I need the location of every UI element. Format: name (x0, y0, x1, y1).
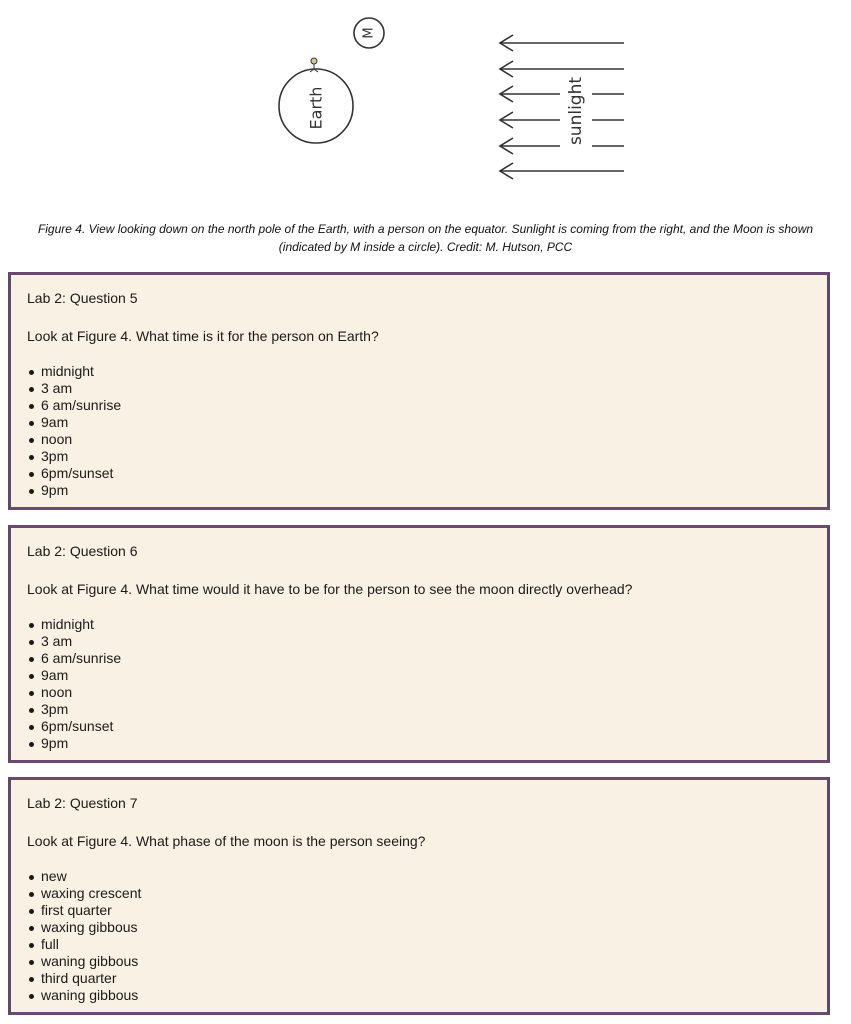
question-title: Lab 2: Question 6 (27, 543, 138, 559)
question-box-5 (8, 272, 830, 510)
answer-option[interactable]: noon (27, 684, 811, 701)
sunlight-label: sunlight (566, 76, 586, 146)
answer-option[interactable]: 6pm/sunset (27, 718, 811, 735)
question-text: Look at Figure 4. What time would it have to be for the person to see the moon directly overhead? (27, 581, 633, 597)
question-text: Look at Figure 4. What time is it for the person on Earth? (27, 328, 379, 344)
answer-option[interactable]: waxing gibbous (27, 919, 811, 936)
answer-option[interactable]: 9am (27, 414, 811, 431)
figure-caption (20, 220, 831, 256)
answer-option[interactable]: 6 am/sunrise (27, 650, 811, 667)
answer-option[interactable]: 3pm (27, 701, 811, 718)
answer-option[interactable]: 3pm (27, 448, 811, 465)
answer-option[interactable]: new (27, 868, 811, 885)
moon (354, 18, 384, 48)
caption-line-1: Figure 4. View looking down on the north pole of the Earth, with a person on the equator. Sunlight is coming from the right, and the Moon is shown (37, 222, 814, 236)
earth (279, 58, 353, 143)
earth-label: Earth (306, 86, 326, 130)
question-title: Lab 2: Question 5 (27, 290, 138, 306)
answer-option[interactable]: midnight (27, 616, 811, 633)
answer-option[interactable]: third quarter (27, 970, 811, 987)
answer-option[interactable]: waxing crescent (27, 885, 811, 902)
answer-option[interactable]: 9pm (27, 482, 811, 499)
answer-options (27, 363, 811, 499)
answer-option[interactable]: full (27, 936, 811, 953)
sunlight-arrows (500, 35, 624, 179)
caption-line-2: (indicated by M inside a circle). Credit: M. Hutson, PCC (278, 240, 573, 254)
answer-option[interactable]: midnight (27, 363, 811, 380)
answer-option[interactable]: 3 am (27, 380, 811, 397)
answer-option[interactable]: 6pm/sunset (27, 465, 811, 482)
question-box-7 (8, 777, 830, 1015)
answer-option[interactable]: 6 am/sunrise (27, 397, 811, 414)
figure-4-diagram (0, 0, 851, 210)
answer-option[interactable]: first quarter (27, 902, 811, 919)
answer-option[interactable]: 9am (27, 667, 811, 684)
question-box-6 (8, 525, 830, 763)
answer-options (27, 868, 811, 1004)
answer-option[interactable]: 3 am (27, 633, 811, 650)
moon-label: M (361, 27, 377, 39)
question-title: Lab 2: Question 7 (27, 795, 138, 811)
answer-option[interactable]: 9pm (27, 735, 811, 752)
answer-option[interactable]: waning gibbous (27, 987, 811, 1004)
question-text: Look at Figure 4. What phase of the moon is the person seeing? (27, 833, 426, 849)
answer-option[interactable]: noon (27, 431, 811, 448)
answer-options (27, 616, 811, 752)
answer-option[interactable]: waning gibbous (27, 953, 811, 970)
